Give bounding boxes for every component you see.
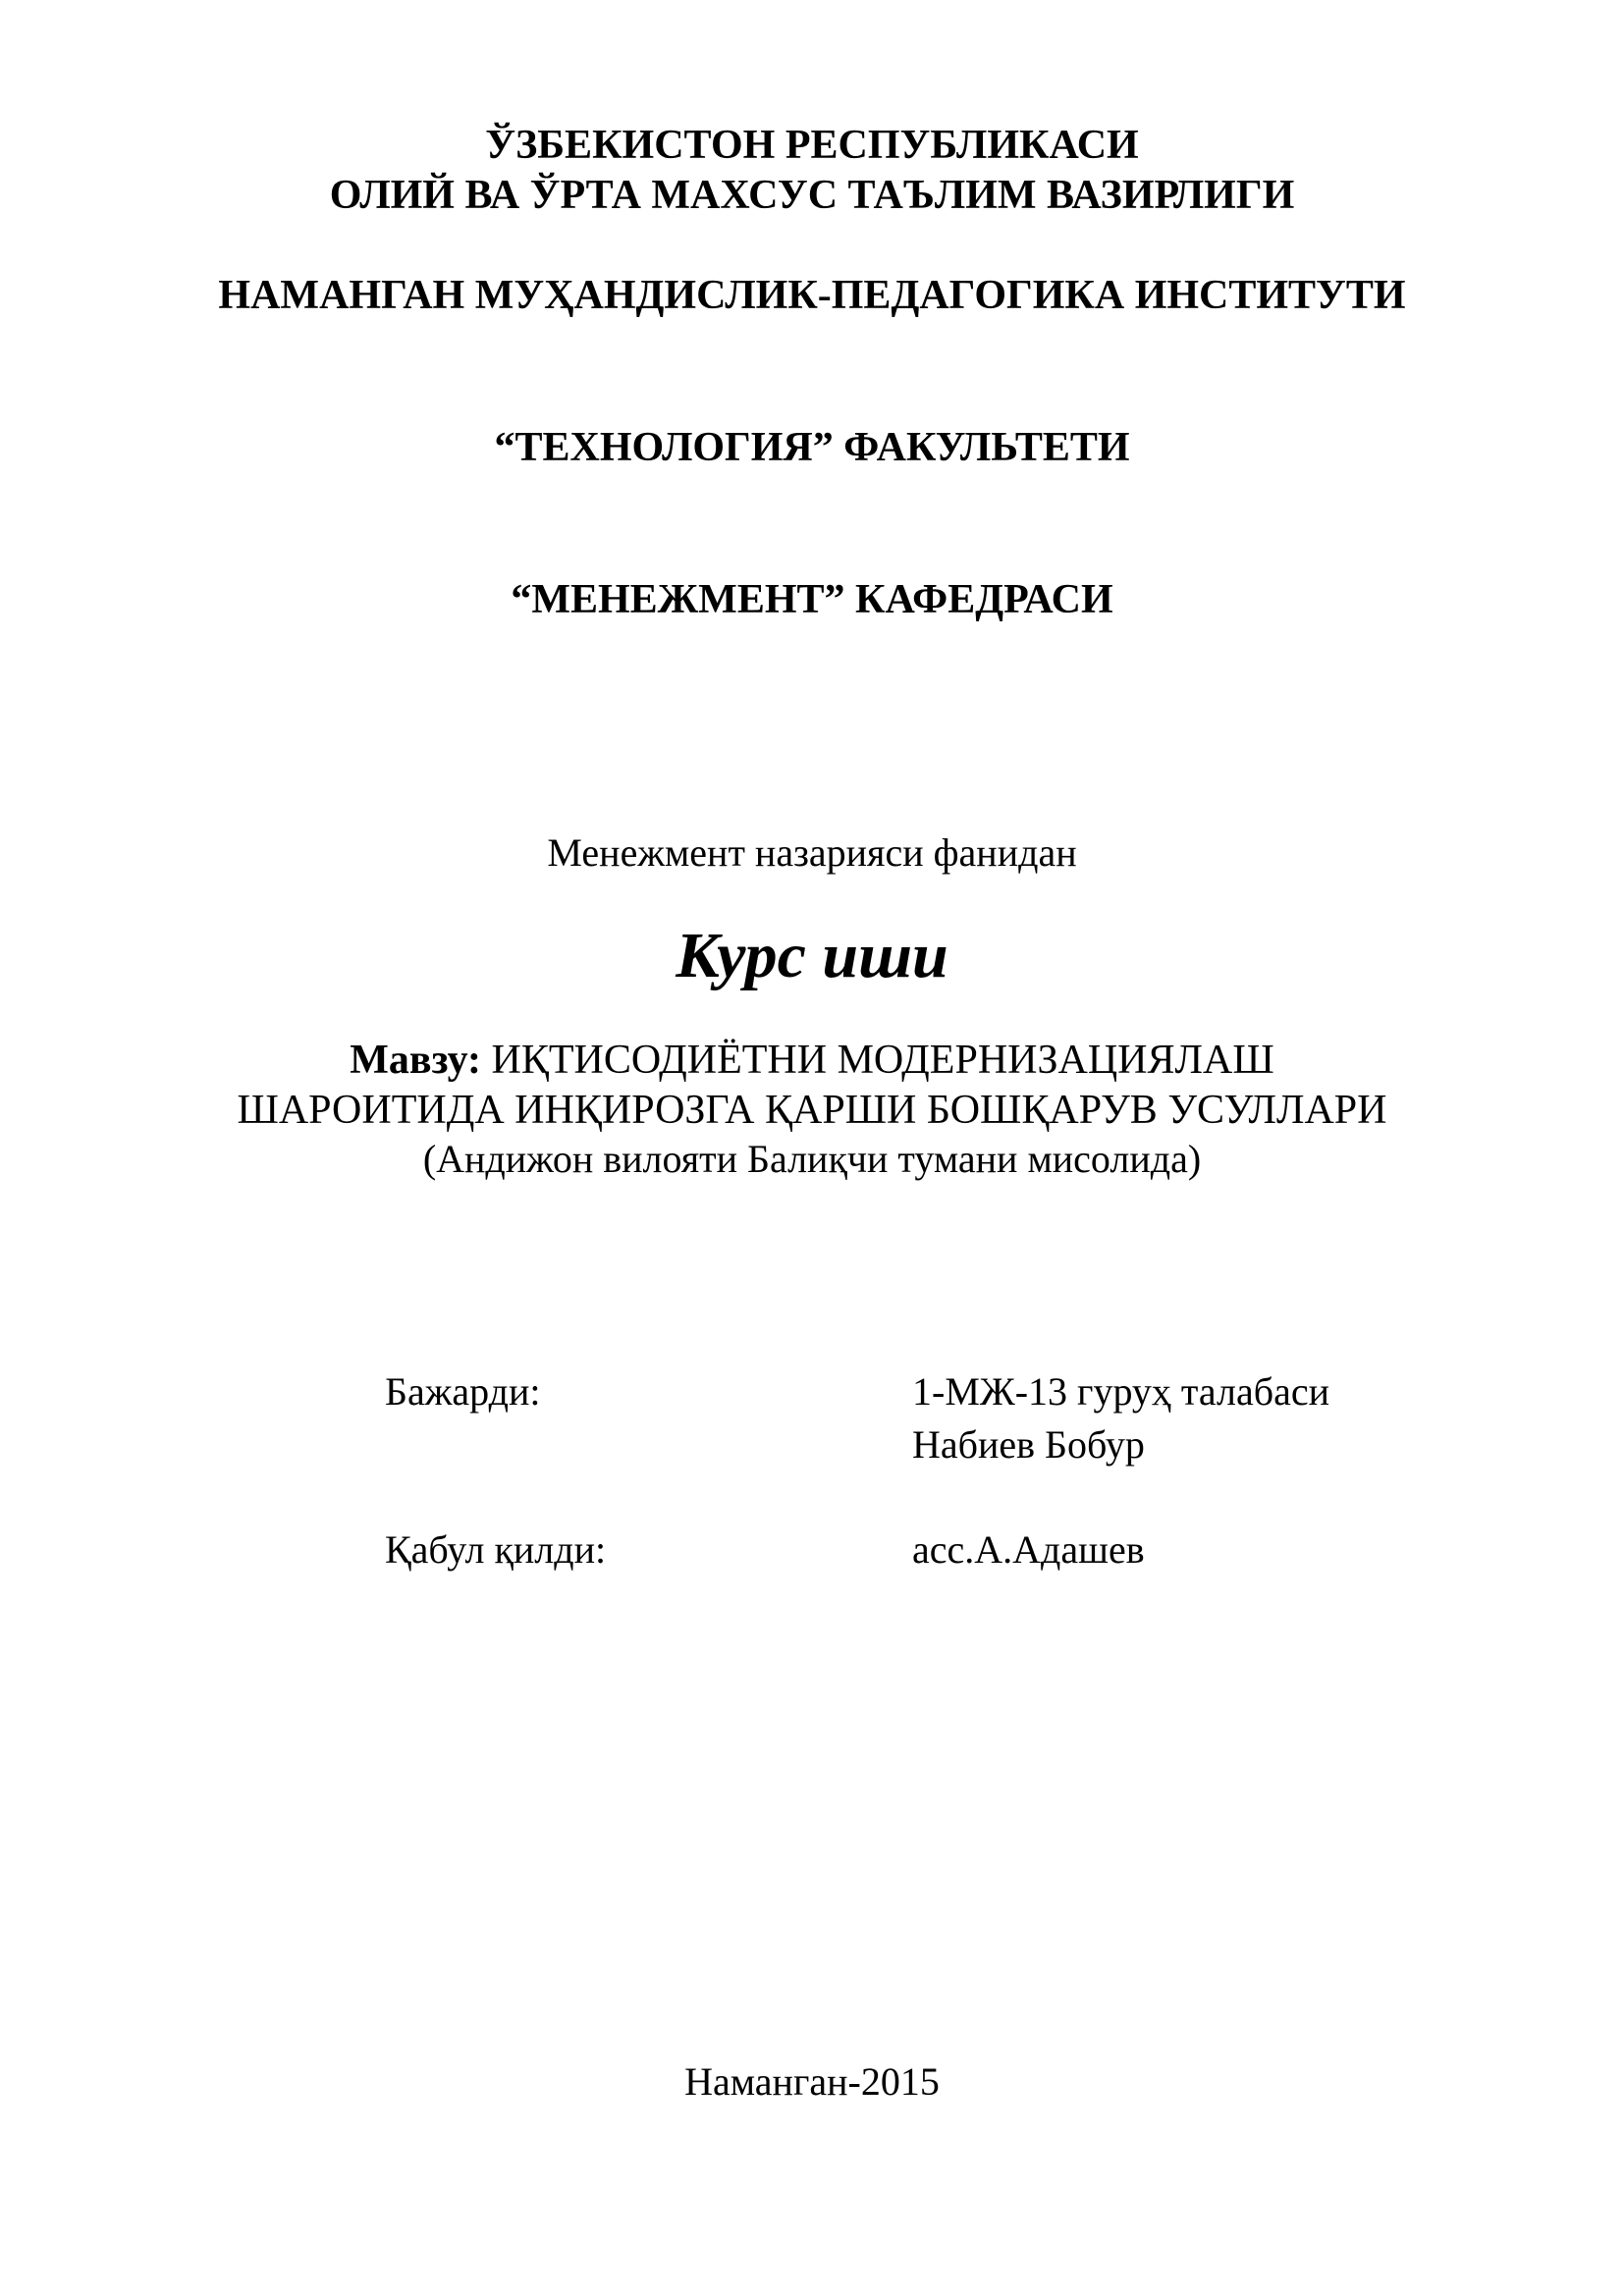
topic-case-line: (Андижон вилояти Балиқчи тумани мисолида): [422, 1137, 1202, 1181]
topic-text-1: ИҚТИСОДИЁТНИ МОДЕРНИЗАЦИЯЛАШ: [491, 1038, 1274, 1083]
institute-heading: НАМАНГАН МУҲАНДИСЛИК-ПЕДАГОГИКА ИНСТИТУТИ: [218, 273, 1406, 318]
department-heading: “МЕНЕЖМЕНТ” КАФЕДРАСИ: [511, 577, 1113, 622]
performed-label: Бажарди:: [385, 1369, 541, 1414]
performed-name: Набиев Бобур: [912, 1422, 1145, 1467]
subject-line: Менежмент назарияси фанидан: [547, 830, 1077, 875]
republic-heading: ЎЗБЕКИСТОН РЕСПУБЛИКАСИ: [485, 123, 1139, 168]
topic-line-2: ШАРОИТИДА ИНҚИРОЗГА ҚАРШИ БОШҚАРУВ УСУЛЛАРИ: [237, 1088, 1387, 1133]
work-title: Курс иши: [676, 920, 948, 991]
faculty-heading: “ТЕХНОЛОГИЯ” ФАКУЛЬТЕТИ: [494, 425, 1130, 470]
ministry-heading: ОЛИЙ ВА ЎРТА МАХСУС ТАЪЛИМ ВАЗИРЛИГИ: [329, 173, 1295, 218]
topic-line-1: [0, 1040, 1624, 1081]
topic-label: Мавзу:: [350, 1038, 482, 1083]
accepted-label: Қабул қилди:: [385, 1527, 607, 1572]
accepted-name: асс.А.Адашев: [912, 1527, 1145, 1572]
place-year: Наманган-2015: [684, 2059, 940, 2104]
performed-group: 1-МЖ-13 гуруҳ талабаси: [912, 1369, 1329, 1414]
